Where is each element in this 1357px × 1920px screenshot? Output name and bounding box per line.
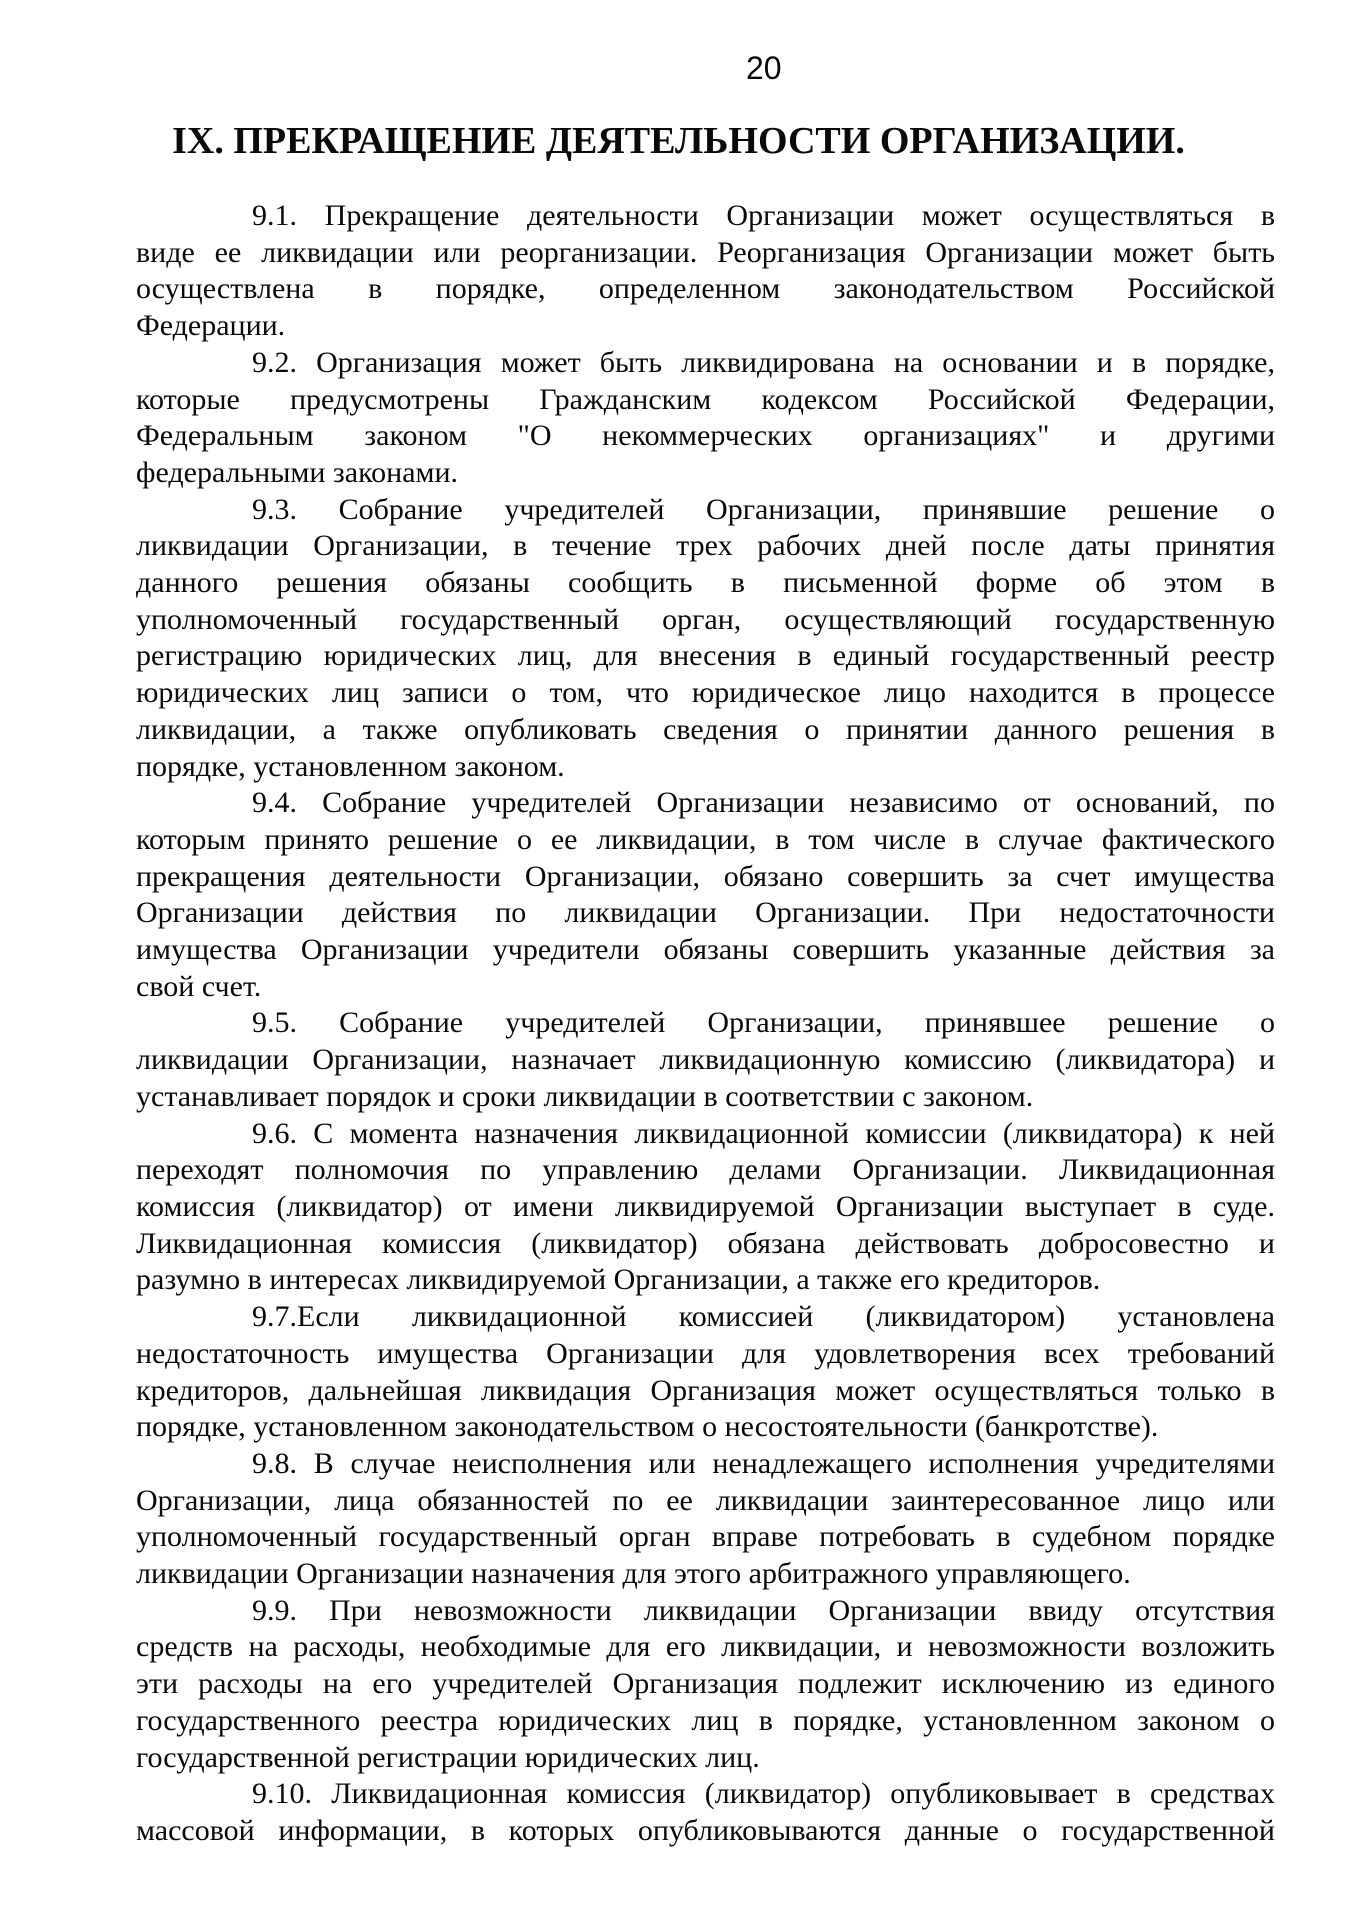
text-line: регистрацию юридических лиц, для внесения в единый государственный реестр (136, 639, 1275, 673)
text-line: 9.5. Собрание учредителей Организации, принявшее решение о (252, 1006, 1275, 1040)
text-line: уполномоченный государственный орган, осуществляющий государственную (136, 602, 1275, 636)
paragraph-9.9 (136, 1593, 1275, 1777)
text-line: имущества Организации учредители обязаны совершить указанные действия за (136, 933, 1275, 967)
text-line: устанавливает порядок и сроки ликвидации в соответствии с законом. (136, 1079, 1034, 1113)
text-line: порядке, установленном законодательством о несостоятельности (банкротстве). (136, 1410, 1159, 1444)
text-line: юридических лиц записи о том, что юридическое лицо находится в процессе (136, 676, 1275, 710)
text-line: уполномоченный государственный орган вправе потребовать в судебном порядке (136, 1520, 1275, 1554)
paragraph-9.8 (136, 1446, 1275, 1593)
text-line: средств на расходы, необходимые для его ликвидации, и невозможности возложить (136, 1630, 1275, 1664)
paragraph-9.7 (136, 1299, 1275, 1446)
text-line: свой счет. (136, 969, 262, 1003)
text-line: 9.6. С момента назначения ликвидационной комиссии (ликвидатора) к ней (252, 1116, 1275, 1150)
text-line: государственного реестра юридических лиц в порядке, установленном законом о (136, 1703, 1275, 1737)
paragraph-9.5 (136, 1005, 1275, 1115)
text-line: ликвидации, а также опубликовать сведения о принятии данного решения в (136, 712, 1275, 746)
paragraph-9.2 (136, 345, 1275, 492)
text-line: кредиторов, дальнейшая ликвидация Организация может осуществляться только в (136, 1373, 1275, 1407)
text-line: Организации, лица обязанностей по ее ликвидации заинтересованное лицо или (136, 1483, 1275, 1517)
text-line: 9.1. Прекращение деятельности Организации может осуществляться в (252, 199, 1275, 232)
text-line: государственной регистрации юридических лиц. (136, 1740, 760, 1774)
text-line: 9.7.Если ликвидационной комиссией (ликвидатором) установлена (252, 1300, 1275, 1334)
text-line: недостаточность имущества Организации для удовлетворения всех требований (136, 1336, 1275, 1370)
paragraph-9.10 (136, 1776, 1275, 1849)
text-line: 9.4. Собрание учредителей Организации независимо от оснований, по (252, 786, 1275, 820)
text-line: прекращения деятельности Организации, обязано совершить за счет имущества (136, 859, 1275, 893)
section-heading: IX. ПРЕКРАЩЕНИЕ ДЕЯТЕЛЬНОСТИ ОРГАНИЗАЦИИ. (172, 120, 1185, 162)
text-line: 9.9. При невозможности ликвидации Организации ввиду отсутствия (252, 1593, 1275, 1627)
paragraph-9.3 (136, 492, 1275, 786)
document-body (136, 198, 1275, 1850)
paragraph-9.6 (136, 1116, 1275, 1300)
text-line: которые предусмотрены Гражданским кодексом Российской Федерации, (136, 382, 1275, 416)
text-line: Федеральным законом "О некоммерческих организациях" и другими (136, 419, 1275, 453)
text-line: Федерации. (136, 309, 286, 343)
paragraph-9.4 (136, 785, 1275, 1005)
text-line: разумно в интересах ликвидируемой Организации, а также его кредиторов. (136, 1263, 1101, 1297)
text-line: которым принято решение о ее ликвидации, в том числе в случае фактического (136, 822, 1275, 856)
text-line: 9.10. Ликвидационная комиссия (ликвидатор) опубликовывает в средствах (252, 1777, 1275, 1811)
text-line: эти расходы на его учредителей Организация подлежит исключению из единого (136, 1667, 1275, 1701)
text-line: Организации действия по ликвидации Организации. При недостаточности (136, 896, 1275, 930)
text-line: осуществлена в порядке, определенном законодательством Российской (136, 272, 1275, 306)
text-line: Ликвидационная комиссия (ликвидатор) обязана действовать добросовестно и (136, 1226, 1275, 1260)
text-line: федеральными законами. (136, 455, 459, 489)
text-line: ликвидации Организации, в течение трех рабочих дней после даты принятия (136, 529, 1275, 563)
text-line: 9.8. В случае неисполнения или ненадлежащего исполнения учредителями (252, 1446, 1275, 1480)
text-line: ликвидации Организации, назначает ликвидационную комиссию (ликвидатора) и (136, 1043, 1275, 1077)
text-line: порядке, установленном законом. (136, 749, 565, 783)
text-line: переходят полномочия по управлению делами Организации. Ликвидационная (136, 1153, 1275, 1187)
paragraph-9.1 (136, 198, 1275, 345)
text-line: данного решения обязаны сообщить в письменной форме об этом в (136, 566, 1275, 600)
text-line: 9.3. Собрание учредителей Организации, принявшие решение о (252, 492, 1275, 526)
text-line: массовой информации, в которых опубликовываются данные о государственной (136, 1813, 1275, 1847)
text-line: комиссия (ликвидатор) от имени ликвидируемой Организации выступает в суде. (136, 1189, 1275, 1223)
text-line: ликвидации Организации назначения для этого арбитражного управляющего. (136, 1557, 1131, 1591)
text-line: 9.2. Организация может быть ликвидирована на основании и в порядке, (252, 345, 1275, 379)
page-number: 20 (746, 50, 782, 86)
text-line: виде ее ликвидации или реорганизации. Реорганизация Организации может быть (136, 235, 1275, 269)
